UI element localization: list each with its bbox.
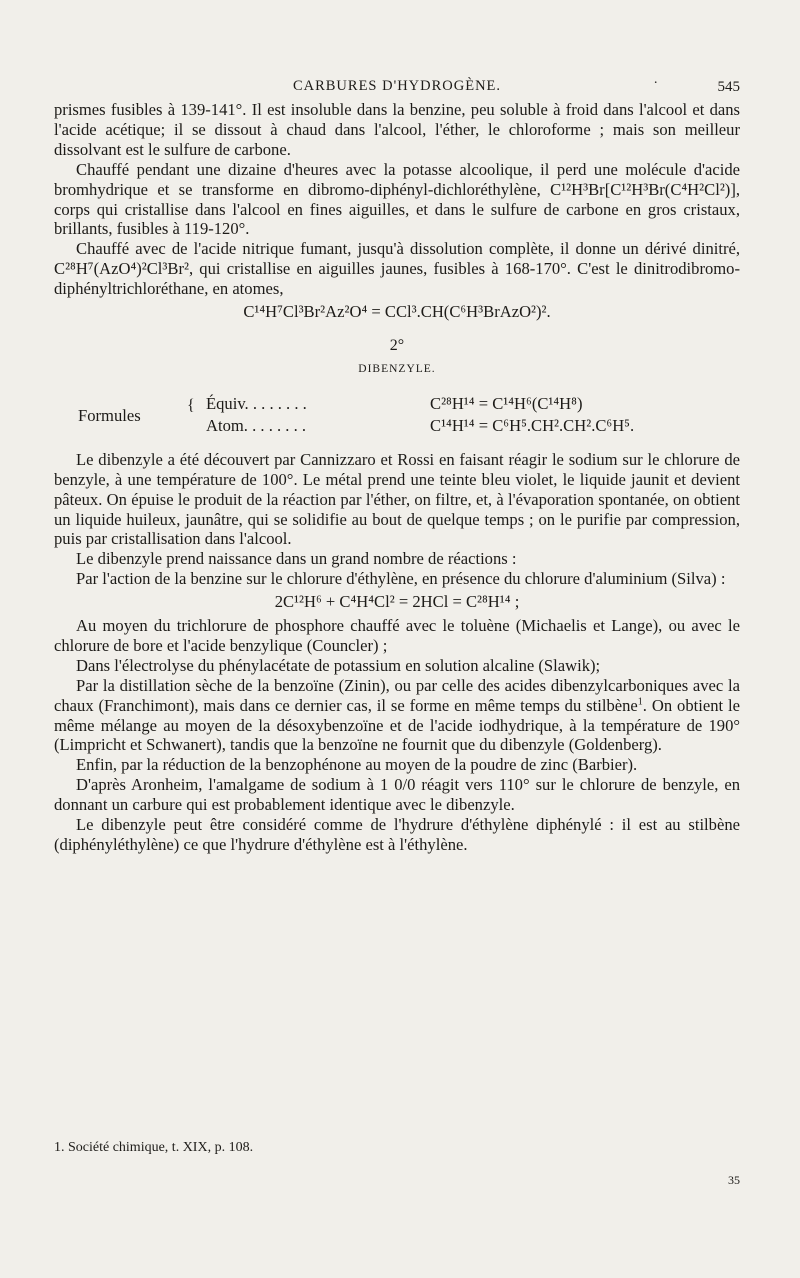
footnote: 1. Société chimique, t. XIX, p. 108.: [54, 1140, 254, 1155]
formula-silva: 2C¹²H⁶ + C⁴H⁴Cl² = 2HCl = C²⁸H¹⁴ ;: [274, 592, 520, 612]
formulae-block: [54, 394, 740, 440]
section-number: 2°: [389, 336, 405, 354]
paragraph-12: Le dibenzyle peut être considéré comme de l'hydrure d'éthylène diphénylé : il est au stilbène (diphényléthylène) ce que l'hydrure d'éthylène est à l'éthylène.: [54, 815, 740, 854]
footnote-marker: 1: [637, 696, 643, 708]
signature-mark: 35: [728, 1173, 740, 1187]
paragraph-10: Enfin, par la réduction de la benzophénone au moyen de la poudre de zinc (Barbier).: [76, 755, 638, 775]
paragraph-5: Le dibenzyle prend naissance dans un grand nombre de réactions :: [76, 549, 517, 569]
page-header: [54, 74, 740, 100]
paragraph-9-part-b: . On obtient le même mélange au moyen de la désoxybenzoïne et de l'acide iodhydrique, à la température de 190° (Limpricht et Schwanert), tandis que la benzoïne ne fournit que du dibenzyle (Goldenberg).: [54, 695, 740, 755]
paragraph-7: Au moyen du trichlorure de phosphore chauffé avec le toluène (Michaelis et Lange), ou avec le chlorure de bore et l'acide benzylique (Councler) ;: [54, 616, 740, 655]
paragraph-1: prismes fusibles à 139-141°. Il est insoluble dans la benzine, peu soluble à froid dans l'alcool et dans l'acide acétique; il se dissout à chaud dans l'alcool, l'éther, le chloroforme ; mais son meilleur dissolvant est le sulfure de carbone.: [54, 100, 740, 159]
paragraph-8: Dans l'électrolyse du phénylacétate de potassium en solution alcaline (Slawik);: [76, 655, 601, 675]
formula-row-equiv: [206, 393, 583, 414]
paragraph-9-part-a: Par la distillation sèche de la benzoïne (Zinin), ou par celle des acides dibenzylcarboniques avec la chaux (Franchimont), mais dans ce dernier cas, il se forme en même temps du stilbène: [54, 675, 740, 715]
formula-row-equiv-value: C²⁸H¹⁴ = C¹⁴H⁶(C¹⁴H⁸): [430, 393, 583, 413]
page-body: [54, 100, 740, 855]
formula-row-equiv-name: Équiv. . . . . . . .: [206, 393, 307, 413]
paragraph-11: D'après Aronheim, l'amalgame de sodium à 1 0/0 réagit vers 110° sur le chlorure de benzyle, en donnant un carbure qui est probablement identique avec le dibenzyle.: [54, 775, 740, 815]
section-title: DIBENZYLE.: [358, 362, 436, 375]
formula-row-atom-name: Atom. . . . . . . .: [206, 415, 307, 435]
page-number: 545: [717, 79, 740, 95]
running-title: CARBURES D'HYDROGÈNE.: [292, 78, 502, 94]
paragraph-4: Le dibenzyle a été découvert par Cannizzaro et Rossi en faisant réagir le sodium sur le chlorure de benzyle, à une température de 100°. Le métal prend une teinte bleu violet, le liquide jaunit et devient pâteux. On épuise le produit de la réaction par l'éther, on filtre, et, à l'évaporation spontanée, on obtient un liquide huileux, jaunâtre, qui se solidifie au bout de quelque temps ; on le purifie par compression, puis par cristallisation dans l'alcool.: [54, 449, 740, 549]
formulae-label: Formules: [78, 405, 141, 425]
paragraph-9: [54, 676, 740, 756]
formula-row-atom: [206, 415, 635, 436]
header-dot: ·: [653, 76, 658, 91]
formula-row-atom-value: C¹⁴H¹⁴ = C⁶H⁵.CH².CH².C⁶H⁵.: [430, 415, 635, 435]
formulae-brace: {: [187, 396, 195, 414]
formula-dinitro: C¹⁴H⁷Cl³Br²Az²O⁴ = CCl³.CH(C⁶H³BrAzO²)².: [243, 302, 551, 322]
paragraph-2: Chauffé pendant une dizaine d'heures avec la potasse alcoolique, il perd une molécule d'acide bromhydrique et se transforme en dibromo-diphényl-dichloréthylène, C¹²H³Br[C¹²H³Br(C⁴H²Cl²)], corps qui cristallise dans l'alcool en fines aiguilles, et dans le sulfure de carbone en gros cristaux, brillants, fusibles à 119-120°.: [54, 159, 740, 239]
paragraph-6: Par l'action de la benzine sur le chlorure d'éthylène, en présence du chlorure d'aluminium (Silva) :: [76, 569, 726, 589]
paragraph-3: Chauffé avec de l'acide nitrique fumant, jusqu'à dissolution complète, il donne un dérivé dinitré, C²⁸H⁷(AzO⁴)²Cl³Br², qui cristallise en aiguilles jaunes, fusibles à 168-170°. C'est le dinitrodibromo-diphényltrichloréthane, en atomes,: [54, 239, 740, 299]
